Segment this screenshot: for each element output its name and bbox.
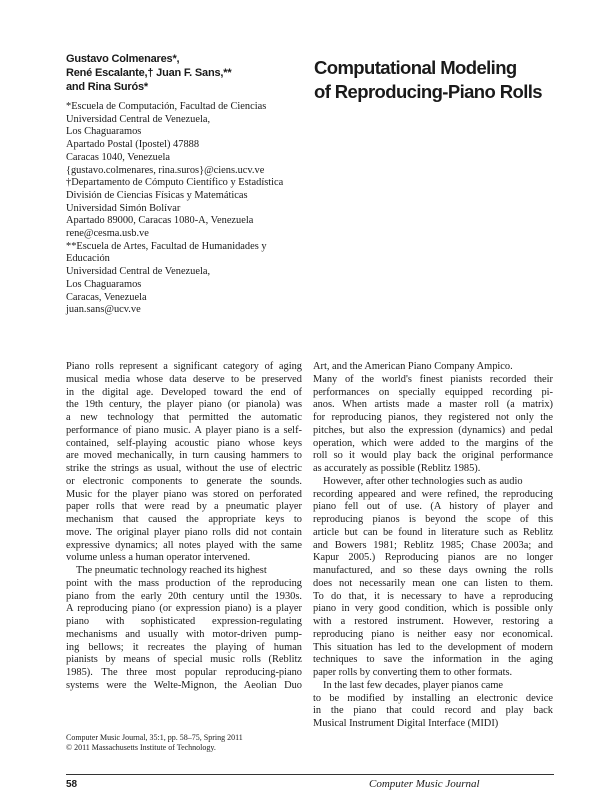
text-line: However, after other technologies such as audio [323, 475, 523, 487]
text-line: with a restored instrument. However, restoring a [313, 616, 553, 627]
text-line: Piano rolls represent a significant category of aging [66, 361, 302, 372]
citation-block [66, 733, 306, 753]
text-line: ing bellows; it recreates the playing of human [66, 641, 302, 653]
text-line: Kapur 2005.) Reproducing pianos are no longer [313, 552, 553, 564]
affiliation-line: Universidad Central de Venezuela, [66, 113, 211, 125]
text-line: contained, self-playing acoustic piano whose keys [66, 437, 302, 449]
author-block [66, 52, 316, 94]
text-line: Art, and the American Piano Company Ampico. [313, 361, 513, 372]
text-line: reproducing piano is neither easy nor economical. [313, 628, 553, 640]
text-line: as accurately as possible (Reblitz 1985). [313, 463, 481, 474]
text-line: piano fell out of use. (A history of player and [313, 501, 553, 513]
text-line: a new technology that permitted the automatic [66, 412, 302, 423]
text-line: move. The original player piano rolls did not contain [66, 526, 302, 538]
page-number: 58 [66, 779, 78, 790]
text-line: or electronic components to generate the sounds. [66, 475, 302, 487]
text-line: point with the mass production of the reproducing [66, 577, 302, 589]
article-title [314, 56, 584, 104]
affiliation-line: Educación [66, 253, 110, 265]
title-line: of Reproducing-Piano Rolls [314, 81, 542, 102]
journal-name: Computer Music Journal [369, 778, 480, 790]
text-line: Music for the player piano was stored on perforated [66, 488, 302, 500]
author-line: and Rina Surós* [66, 81, 148, 93]
text-line: to be modified by installing an electronic device [313, 692, 553, 704]
text-line: expressive dynamics; all notes played with the same [66, 539, 302, 551]
affiliation-line: Apartado 89000, Caracas 1080-A, Venezuela [66, 215, 254, 227]
citation-line: Computer Music Journal, 35:1, pp. 58–75, Spring 2011 [66, 733, 243, 742]
text-line: piano with sophisticated expression-regulating [66, 616, 302, 627]
affiliation-line: Caracas, Venezuela [66, 291, 147, 303]
text-line: volume unless a human operator intervened. [66, 552, 251, 564]
title-line: Computational Modeling [314, 57, 517, 78]
text-line: To do that, it is necessary to have a reproducing [313, 590, 553, 602]
text-line: recording appeared and were refined, the reproducing [313, 488, 553, 500]
affiliation-line: juan.sans@ucv.ve [66, 304, 141, 316]
text-line: A reproducing piano (or expression piano) is a player [66, 603, 302, 615]
text-line: paper rolls that were read by a pneumatic player [66, 501, 302, 513]
affiliation-line: Universidad Simón Bolívar [66, 202, 181, 214]
text-line: mechanism that caused the appropriate keys to [66, 514, 302, 525]
affiliation-line: Universidad Central de Venezuela, [66, 266, 211, 278]
affiliation-line: Caracas 1040, Venezuela [66, 151, 170, 163]
text-line: performance of piano music. A player piano is a self- [66, 424, 302, 436]
text-line: mechanisms and usually with motor-driven pump- [66, 628, 302, 640]
text-line: 1985). The three most popular reproducing-piano [66, 667, 302, 678]
affiliation-line: rene@cesma.usb.ve [66, 228, 149, 240]
footer-rule [66, 774, 554, 775]
affiliation-line: †Departamento de Cómputo Científico y Estadística [66, 177, 284, 189]
affiliations-block [66, 101, 316, 317]
author-line: Gustavo Colmenares*, [66, 53, 180, 65]
text-line: This situation has led to the development of modern [313, 641, 553, 653]
text-line: Many of the world's finest pianists recorded their [313, 373, 553, 385]
text-line: and Bowers 1981; Reblitz 1985; Chase 2003a; and [313, 539, 553, 551]
text-line: in the digital age. Developed toward the end of [66, 386, 302, 398]
text-line: paper rolls by converting them to other formats. [313, 667, 513, 678]
text-line: techniques to save the information in the aging [313, 654, 553, 666]
text-line: strike the strings as usual, without the use of electric [66, 463, 302, 474]
affiliation-line: Apartado Postal (Ipostel) 47888 [66, 139, 200, 151]
text-line: The pneumatic technology reached its highest [76, 565, 267, 576]
text-line: musical media whose data deserve to be preserved [66, 373, 302, 385]
text-line: Musical Instrument Digital Interface (MIDI) [313, 718, 499, 729]
body-column-right [313, 361, 553, 731]
text-line: anos. When artists made a master roll (a matrix) [313, 399, 553, 411]
text-line: operation, which were added to the margins of the [313, 437, 553, 449]
affiliation-line: {gustavo.colmenares, rina.suros}@ciens.ucv.ve [66, 164, 265, 176]
body-column-left [66, 361, 302, 693]
text-line: manufactured, and so these days owning the rolls [313, 565, 553, 576]
affiliation-line: Los Chaguaramos [66, 278, 142, 290]
text-line: In the last few decades, player pianos came [323, 679, 504, 691]
text-line: the 19th century, the player piano (or pianola) was [66, 399, 302, 411]
text-line: pitches, but also the expression (dynamics) and pedal [313, 424, 553, 436]
affiliation-line: *Escuela de Computación, Facultad de Ciencias [66, 101, 267, 112]
text-line: does not necessarily mean one can listen to them. [313, 577, 553, 589]
text-line: piano in very good condition, which is possible only [313, 603, 553, 615]
text-line: reproducing pianos is beyond the scope of this [313, 514, 553, 525]
affiliation-line: **Escuela de Artes, Facultad de Humanidades y [66, 240, 267, 252]
author-line: René Escalante,† Juan F. Sans,** [66, 67, 232, 79]
text-line: roll so it would play back the original performance [313, 450, 553, 462]
text-line: article but can be found in literature such as Reblitz [313, 526, 553, 538]
affiliation-line: Los Chaguaramos [66, 126, 142, 138]
text-line: piano from the early 20th century until the 1930s. [66, 590, 302, 602]
text-line: systems were the Welte-Mignon, the Aeolian Duo [66, 679, 302, 691]
text-line: pianists by means of special music rolls (Reblitz [66, 654, 302, 666]
text-line: in the piano that could record and play back [313, 705, 553, 717]
text-line: for reproducing pianos, they registered not only the [313, 412, 553, 423]
text-line: are moved mechanically, in turn causing hammers to [66, 450, 302, 462]
text-line: performances on specially equipped recording pi- [313, 386, 553, 398]
affiliation-line: División de Ciencias Físicas y Matemáticas [66, 189, 248, 201]
citation-line: © 2011 Massachusetts Institute of Technology. [66, 743, 216, 752]
